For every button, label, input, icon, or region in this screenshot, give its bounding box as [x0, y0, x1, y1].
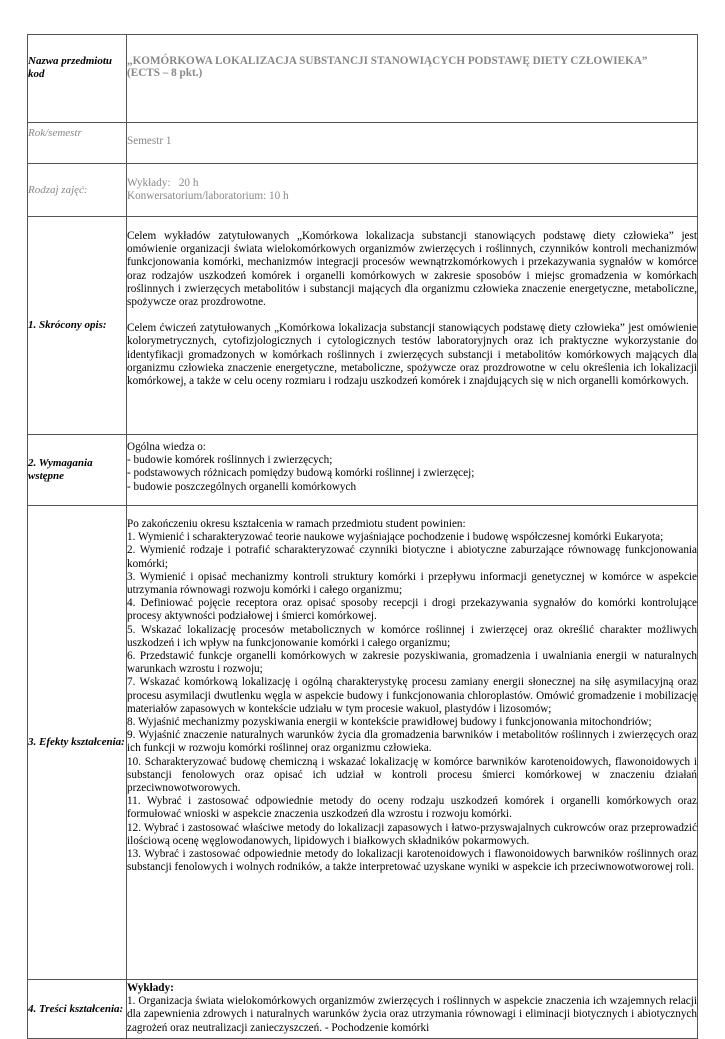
requirements-cell — [127, 435, 698, 506]
outcome-item: 2. Wymienić rodzaje i potrafić scharakteryzować czynniki biotyczne i abiotyczne zaburzające równowagę funkcjonowania komórki; — [127, 544, 697, 570]
label-requirements — [28, 435, 127, 506]
outcome-item: 8. Wyjaśnić mechanizmy pozyskiwania energii w kontekście prawidłowej budowy i funkcjonowania mitochondriów; — [127, 716, 652, 729]
outcome-item: 10. Scharakteryzować budowę chemiczną i wskazać lokalizację w komórce barwników karotenoidowych, flawonoidowych i substancji fenolowych oraz opisać ich udział w kontroli procesu śmierci komórkowej w znaczeniu działań przeciwnowotworowych. — [127, 755, 697, 795]
summary-cell — [127, 217, 698, 435]
label-course-name-text: Nazwa przedmiotu kod — [28, 55, 113, 80]
outcome-item: 5. Wskazać lokalizację procesów metabolicznych w komórce roślinnej i zwierzęcej oraz określić charakter możliwych uszkodzeń i ich wpływ na funkcjonowanie komórki i całego organizmu; — [127, 623, 697, 649]
outcome-item: 9. Wyjaśnić znaczenie naturalnych warunków życia dla gromadzenia barwników i metabolitów roślinnych i zwierzęcych oraz ich funkcji w rozwoju komórki roślinnej oraz organizmu człowieka. — [127, 729, 697, 755]
row-course-name — [28, 35, 698, 123]
outcome-item: 3. Wymienić i opisać mechanizmy kontroli struktury komórki i przepływu informacji genetycznej w komórce w aspekcie utrzymania równowagi rozwoju komórki i całego organizmu; — [127, 570, 697, 597]
requirement-item: - podstawowych różnicach pomiędzy budową komórki roślinnej i zwierzęcej; — [127, 467, 475, 480]
outcomes-cell — [127, 506, 698, 980]
outcome-item: 11. Wybrać i zastosować odpowiednie metody do oceny rodzaju uszkodzeń komórek i organelli komórkowych oraz formułować wnioski w aspekcie znaczenia uszkodzeń dla wzrostu i rozwoju komórki. — [127, 795, 697, 821]
row-summary — [28, 217, 698, 435]
lecture-hours: Wykłady: 20 h — [127, 177, 199, 189]
row-outcomes — [28, 506, 698, 980]
course-title — [127, 35, 697, 79]
label-content-text: 4. Treści kształcenia: — [28, 1002, 124, 1015]
class-type-cell — [127, 164, 698, 217]
label-year — [28, 123, 127, 164]
requirements-intro: Ogólna wiedza o: — [127, 441, 206, 453]
outcome-item: 12. Wybrać i zastosować właściwe metody do lokalizacji zapasowych i łatwo-przyswajalnych cukrowców oraz przeprowadzić ilościową ocenę węglowodanowych, lipidowych i białkowych składników pokarmowych. — [127, 821, 697, 847]
row-requirements — [28, 435, 698, 506]
content-heading: Wykłady: — [127, 982, 174, 994]
label-requirements-text: 2. Wymagania wstępne — [28, 457, 93, 482]
label-year-text: Rok/semestr — [28, 127, 82, 139]
lab-hours: Konwersatorium/laboratorium: 10 h — [127, 190, 289, 203]
summary-paragraph-labs: Celem ćwiczeń zatytułowanych „Komórkowa lokalizacja substancji stanowiących podstawę diety człowieka” jest omówienie kolorymetrycznych, cytofizjologicznych i cytologicznych testów laboratoryjnych oraz ich praktyczne wykorzystanie do identyfikacji gromadzonych w komórkach roślinnych i zwierzęcych substancji i metabolitów komórkowych mających dla organizmu człowieka znaczenie energetyczne, metaboliczne, spożywcze oraz prozdrowotne w celu określenia ich lokalizacji komórkowej, a także w celu oceny rozmiaru i rodzaju uszkodzeń komórek i znajdujących się w nich organelli komórkowych. — [127, 322, 697, 388]
syllabus-table — [27, 34, 698, 1039]
outcome-item: 13. Wybrać i zastosować odpowiednie metody do lokalizacji karotenoidowych i flawonoidowych barwników roślinnych oraz substancji fenolowych i wolnych rodników, a także interpretować uzyskane wyniki w aspekcie ich przeciwnowotworowej roli. — [127, 848, 697, 874]
year-cell — [127, 123, 698, 164]
label-class-type-text: Rodzaj zajęć: — [28, 183, 88, 196]
outcome-item: 4. Definiować pojęcie receptora oraz opisać sposoby recepcji i drogi przekazywania sygnałów do komórki kontrolujące procesy aktywności podziałowej i śmierci komórkowej. — [127, 597, 697, 623]
summary-paragraph-lectures: Celem wykładów zatytułowanych „Komórkowa lokalizacja substancji stanowiących podstawę diety człowieka” jest omówienie organizacji świata wielokomórkowych organizmów zwierzęcych i roślinnych, czynników kontroli mechanizmów funkcjonowania komórki, mechanizmów integracji procesów wewnątrzkomórkowych i przekazywania sygnałów w komórce oraz rodzajów uszkodzeń komórek i organelli komórkowych w zakresie sposobów i miejsc gromadzenia w komórkach roślinnych i zwierzęcych metabolitów i substancji mających dla organizmu człowieka znaczenie energetyczne, metaboliczne, spożywcze oraz prozdrowotne. — [127, 230, 697, 309]
course-title-cell — [127, 35, 698, 123]
label-course-name — [28, 35, 127, 123]
outcome-item: 6. Przedstawić funkcje organelli komórkowych w zakresie pozyskiwania, gromadzenia i uwalniania energii w naturalnych warunkach wzrostu i rozwoju; — [127, 650, 697, 676]
requirement-item: - budowie komórek roślinnych i zwierzęcych; — [127, 454, 333, 467]
label-outcomes-text: 3. Efekty kształcenia: — [28, 736, 125, 748]
content-text: 1. Organizacja świata wielokomórkowych organizmów zwierzęcych i roślinnych w aspekcie znaczenia ich wzajemnych relacji dla zapewnienia zdrowych i naturalnych warunków życia oraz utrzymania równowagi i eliminacji biotycznych i abiotycznych zagrożeń oraz neutralizacji zanieczyszczeń. - Pochodzenie komórki — [127, 995, 697, 1034]
outcome-item: 1. Wymienić i scharakteryzować teorie naukowe wyjaśniające pochodzenie i budowę współczesnej komórki Eukaryota; — [127, 531, 664, 544]
label-summary-text: 1. Skrócony opis: — [28, 319, 107, 331]
course-ects: (ECTS – 8 pkt.) — [127, 67, 203, 79]
row-class-type — [28, 164, 698, 217]
outcomes-intro: Po zakończeniu okresu kształcenia w ramach przedmiotu student powinien: — [127, 518, 466, 530]
label-content — [28, 980, 127, 1039]
outcome-item: 7. Wskazać komórkową lokalizację i ogólną charakterystykę procesu zamiany energii słonecznej na siłę asymilacyjną oraz procesu asymilacji dwutlenku węgla w aspekcie budowy i funkcjonowania chloroplastów. Omówić gromadzenie i mobilizację materiałów zapasowych w kontekście udziału w tym procesie wakuol, plastydów i lizosomów; — [127, 676, 697, 715]
label-class-type — [28, 164, 127, 217]
row-content — [28, 980, 698, 1039]
year-value: Semestr 1 — [127, 135, 172, 147]
label-summary — [28, 217, 127, 435]
requirement-item: - budowie poszczególnych organelli komórkowych — [127, 480, 357, 493]
content-cell — [127, 980, 698, 1039]
row-year — [28, 123, 698, 164]
course-title-text: „KOMÓRKOWA LOKALIZACJA SUBSTANCJI STANOWIĄCYCH PODSTAWĘ DIETY CZŁOWIEKA” — [127, 55, 648, 67]
label-outcomes — [28, 506, 127, 980]
